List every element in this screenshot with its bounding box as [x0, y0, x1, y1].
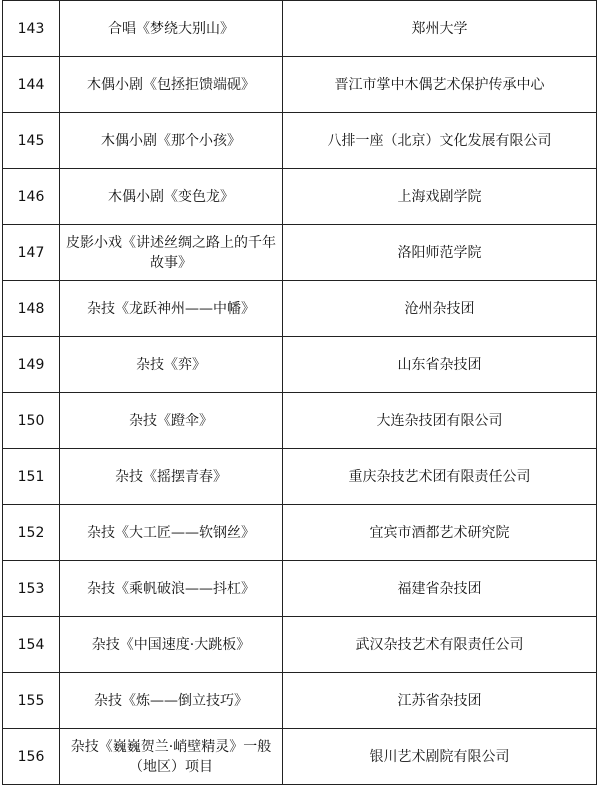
program-title: 杂技《中国速度·大跳板》: [60, 617, 283, 673]
row-number: 148: [3, 281, 60, 337]
organization: 山东省杂技团: [283, 337, 597, 393]
organization: 银川艺术剧院有限公司: [283, 729, 597, 785]
row-number: 154: [3, 617, 60, 673]
row-number: 147: [3, 225, 60, 281]
program-title: 皮影小戏《讲述丝绸之路上的千年故事》: [60, 225, 283, 281]
row-number: 145: [3, 113, 60, 169]
table-row: [3, 561, 597, 617]
program-title: 杂技《龙跃神州——中幡》: [60, 281, 283, 337]
program-title: 木偶小剧《包拯拒馈端砚》: [60, 57, 283, 113]
table-row: [3, 505, 597, 561]
program-title: 木偶小剧《那个小孩》: [60, 113, 283, 169]
organization: 上海戏剧学院: [283, 169, 597, 225]
table-row: [3, 169, 597, 225]
program-title: 杂技《摇摆青春》: [60, 449, 283, 505]
row-number: 155: [3, 673, 60, 729]
row-number: 156: [3, 729, 60, 785]
organization: 大连杂技团有限公司: [283, 393, 597, 449]
table-row: [3, 449, 597, 505]
program-title: 杂技《大工匠——软钢丝》: [60, 505, 283, 561]
row-number: 143: [3, 1, 60, 57]
row-number: 153: [3, 561, 60, 617]
row-number: 150: [3, 393, 60, 449]
table-row: [3, 57, 597, 113]
organization: 八排一座（北京）文化发展有限公司: [283, 113, 597, 169]
row-number: 152: [3, 505, 60, 561]
program-title: 杂技《乘帆破浪——抖杠》: [60, 561, 283, 617]
program-title: 杂技《弈》: [60, 337, 283, 393]
row-number: 149: [3, 337, 60, 393]
table-row: [3, 337, 597, 393]
table-row: [3, 113, 597, 169]
organization: 福建省杂技团: [283, 561, 597, 617]
organization: 宜宾市酒都艺术研究院: [283, 505, 597, 561]
table-row: [3, 1, 597, 57]
program-title: 杂技《蹬伞》: [60, 393, 283, 449]
table-row: [3, 281, 597, 337]
row-number: 146: [3, 169, 60, 225]
table-row: [3, 673, 597, 729]
program-title: 杂技《炼——倒立技巧》: [60, 673, 283, 729]
organization: 江苏省杂技团: [283, 673, 597, 729]
table-row: [3, 617, 597, 673]
row-number: 151: [3, 449, 60, 505]
program-table: [2, 0, 597, 785]
program-title: 合唱《梦绕大别山》: [60, 1, 283, 57]
organization: 洛阳师范学院: [283, 225, 597, 281]
table-row: [3, 225, 597, 281]
organization: 重庆杂技艺术团有限责任公司: [283, 449, 597, 505]
organization: 武汉杂技艺术有限责任公司: [283, 617, 597, 673]
row-number: 144: [3, 57, 60, 113]
organization: 沧州杂技团: [283, 281, 597, 337]
organization: 晋江市掌中木偶艺术保护传承中心: [283, 57, 597, 113]
program-title: 杂技《巍巍贺兰·峭壁精灵》一般（地区）项目: [60, 729, 283, 785]
program-title: 木偶小剧《变色龙》: [60, 169, 283, 225]
table-row: [3, 729, 597, 785]
organization: 郑州大学: [283, 1, 597, 57]
table-row: [3, 393, 597, 449]
